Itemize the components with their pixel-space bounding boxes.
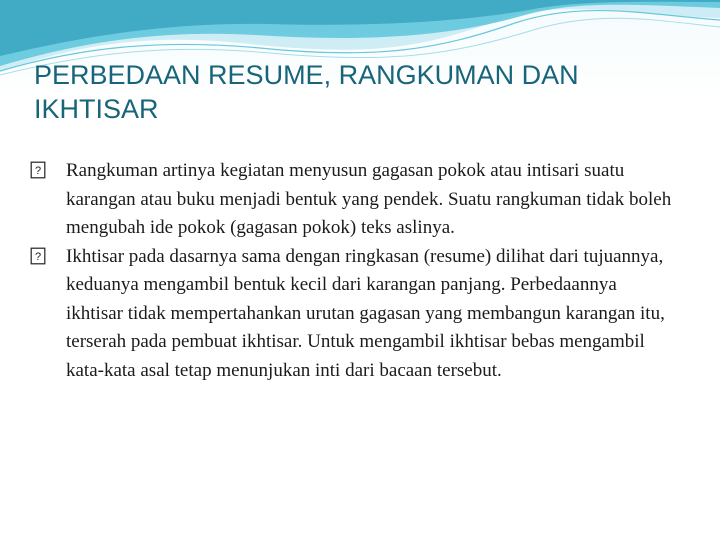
bullet-item-rangkuman bbox=[30, 157, 678, 243]
missing-glyph-icon bbox=[30, 161, 46, 179]
slide-title: PERBEDAAN RESUME, RANGKUMAN DAN IKHTISAR bbox=[34, 60, 579, 124]
bullet-text-ikhtisar: Ikhtisar pada dasarnya sama dengan ringkasan (resume) dilihat dari tujuannya, keduanya mengambil bentuk kecil dari karangan panjang. Perbedaannya ikhtisar tidak mempertahankan urutan gagasan yang membangun karangan itu, terserah pada pembuat ikhtisar. Untuk mengambil ikhtisar bebas mengambil kata-kata asal tetap menunjukan inti dari bacaan tersebut. bbox=[66, 245, 665, 381]
bullet-item-ikhtisar bbox=[30, 243, 678, 386]
bullet-text-rangkuman: Rangkuman artinya kegiatan menyusun gagasan pokok atau intisari suatu karangan atau buku menjadi bentuk yang pendek. Suatu rangkuman tidak boleh mengubah ide pokok (gagasan pokok) teks aslinya. bbox=[66, 160, 672, 238]
missing-glyph-icon bbox=[30, 247, 46, 265]
slide-body bbox=[30, 157, 678, 385]
svg-text:?: ? bbox=[34, 250, 42, 263]
svg-text:?: ? bbox=[34, 165, 42, 178]
